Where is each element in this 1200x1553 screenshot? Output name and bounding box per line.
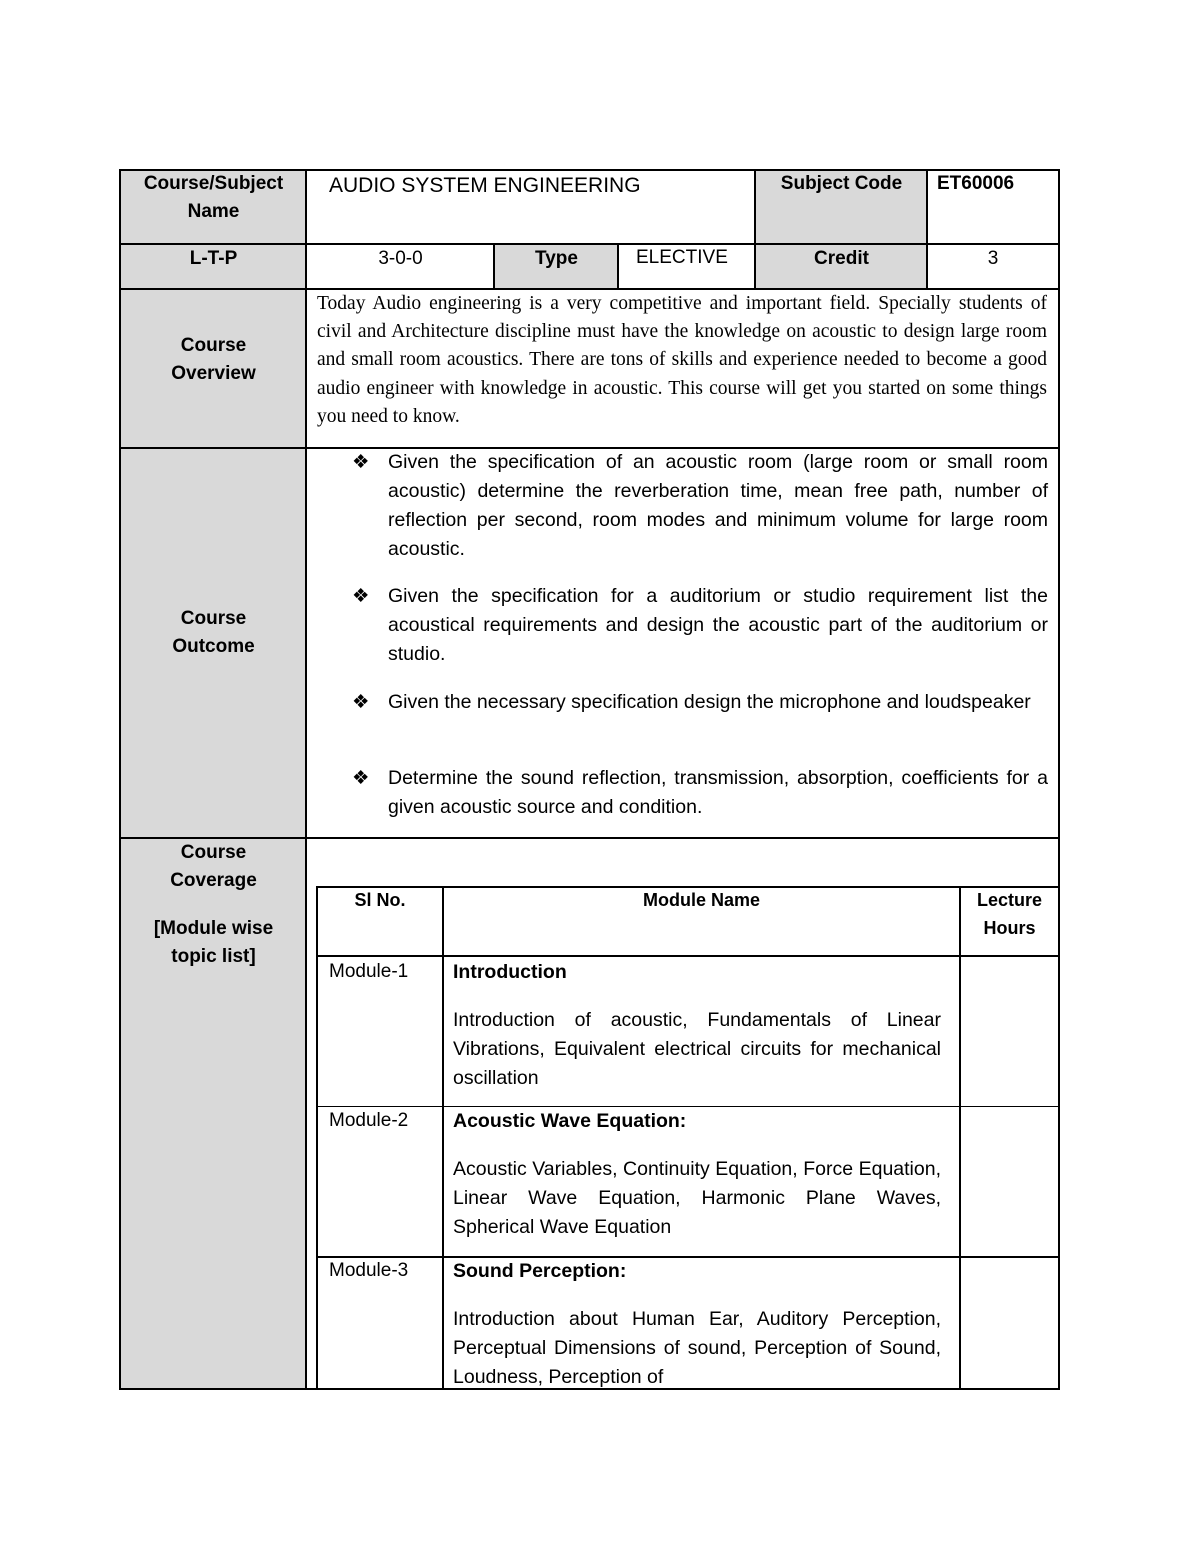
credit-value: 3 [987, 248, 999, 269]
module-title: Acoustic Wave Equation: [453, 1110, 687, 1132]
course-name-label: Course/Subject Name [143, 173, 284, 222]
sl-no-header: Sl No. [354, 890, 406, 910]
module-body: Introduction about Human Ear, Auditory Perception, Perceptual Dimensions of sound, Perception of Sound, Loudness, Perception of [453, 1308, 941, 1388]
module-col-divider-2 [959, 886, 961, 1390]
module-number: Module-2 [329, 1110, 409, 1131]
outcome-item-text: Given the necessary specification design the microphone and loudspeaker [388, 691, 1031, 713]
diamond-bullet-icon: ❖ [352, 691, 370, 713]
outcome-item-1 [352, 448, 1048, 564]
outcome-label: Course Outcome [172, 608, 255, 657]
module-row-divider-2 [317, 1256, 1060, 1258]
ltp-value: 3-0-0 [378, 248, 423, 269]
outcome-item-text: Given the specification of an acoustic room (large room or small room acoustic) determine the reverberation time, mean free path, number of reflection per second, room modes and minimum volume for large room acoustic. [388, 451, 1048, 560]
coverage-sublabel: [Module wise topic list] [153, 918, 274, 967]
module-name-header: Module Name [642, 890, 761, 910]
outcome-item-3 [352, 688, 1048, 717]
ltp-label: L-T-P [189, 248, 238, 269]
outcome-item-text: Determine the sound reflection, transmission, absorption, coefficients for a given acoustic source and condition. [388, 767, 1048, 818]
type-value: ELECTIVE [636, 247, 728, 268]
subject-code-label: Subject Code [780, 173, 903, 194]
overview-label: Course Overview [171, 335, 256, 384]
module-body: Introduction of acoustic, Fundamentals of Linear Vibrations, Equivalent electrical circuits for mechanical oscillation [453, 1009, 941, 1089]
outcome-item-4 [352, 764, 1048, 822]
outcome-item-2 [352, 582, 1048, 669]
subject-code-value: ET60006 [937, 173, 1015, 194]
diamond-bullet-icon: ❖ [352, 451, 370, 473]
module-title: Introduction [453, 961, 567, 983]
diamond-bullet-icon: ❖ [352, 585, 370, 607]
overview-text: Today Audio engineering is a very competitive and important field. Specially students of civil and Architecture discipline must have the knowledge on acoustic to design large room and small room acoustics. There are tons of skills and experience needed to become a good audio engineer with knowledge in acoustic. This course will get you started on some things you need to know. [317, 293, 1047, 427]
coverage-label: Course Coverage [170, 842, 257, 891]
module-number: Module-3 [329, 1260, 409, 1281]
module-title: Sound Perception: [453, 1260, 627, 1282]
module-row-divider-1 [317, 1106, 1060, 1107]
module-table-left [316, 886, 318, 1390]
outcome-item-text: Given the specification for a auditorium or studio requirement list the acoustical requirements and design the acoustic part of the auditorium or studio. [388, 585, 1048, 665]
credit-label: Credit [814, 248, 869, 269]
module-number: Module-1 [329, 961, 409, 982]
type-label: Type [535, 248, 578, 269]
module-table-right [1058, 837, 1060, 1390]
module-body: Acoustic Variables, Continuity Equation, Force Equation, Linear Wave Equation, Harmonic Plane Waves, Spherical Wave Equation [453, 1158, 941, 1238]
lecture-hours-header: Lecture Hours [976, 890, 1043, 938]
module-table-header-bottom [317, 955, 1060, 957]
course-name-value: AUDIO SYSTEM ENGINEERING [329, 174, 641, 197]
module-col-divider-1 [442, 886, 444, 1390]
diamond-bullet-icon: ❖ [352, 767, 370, 789]
table-border-right [1058, 169, 1060, 840]
